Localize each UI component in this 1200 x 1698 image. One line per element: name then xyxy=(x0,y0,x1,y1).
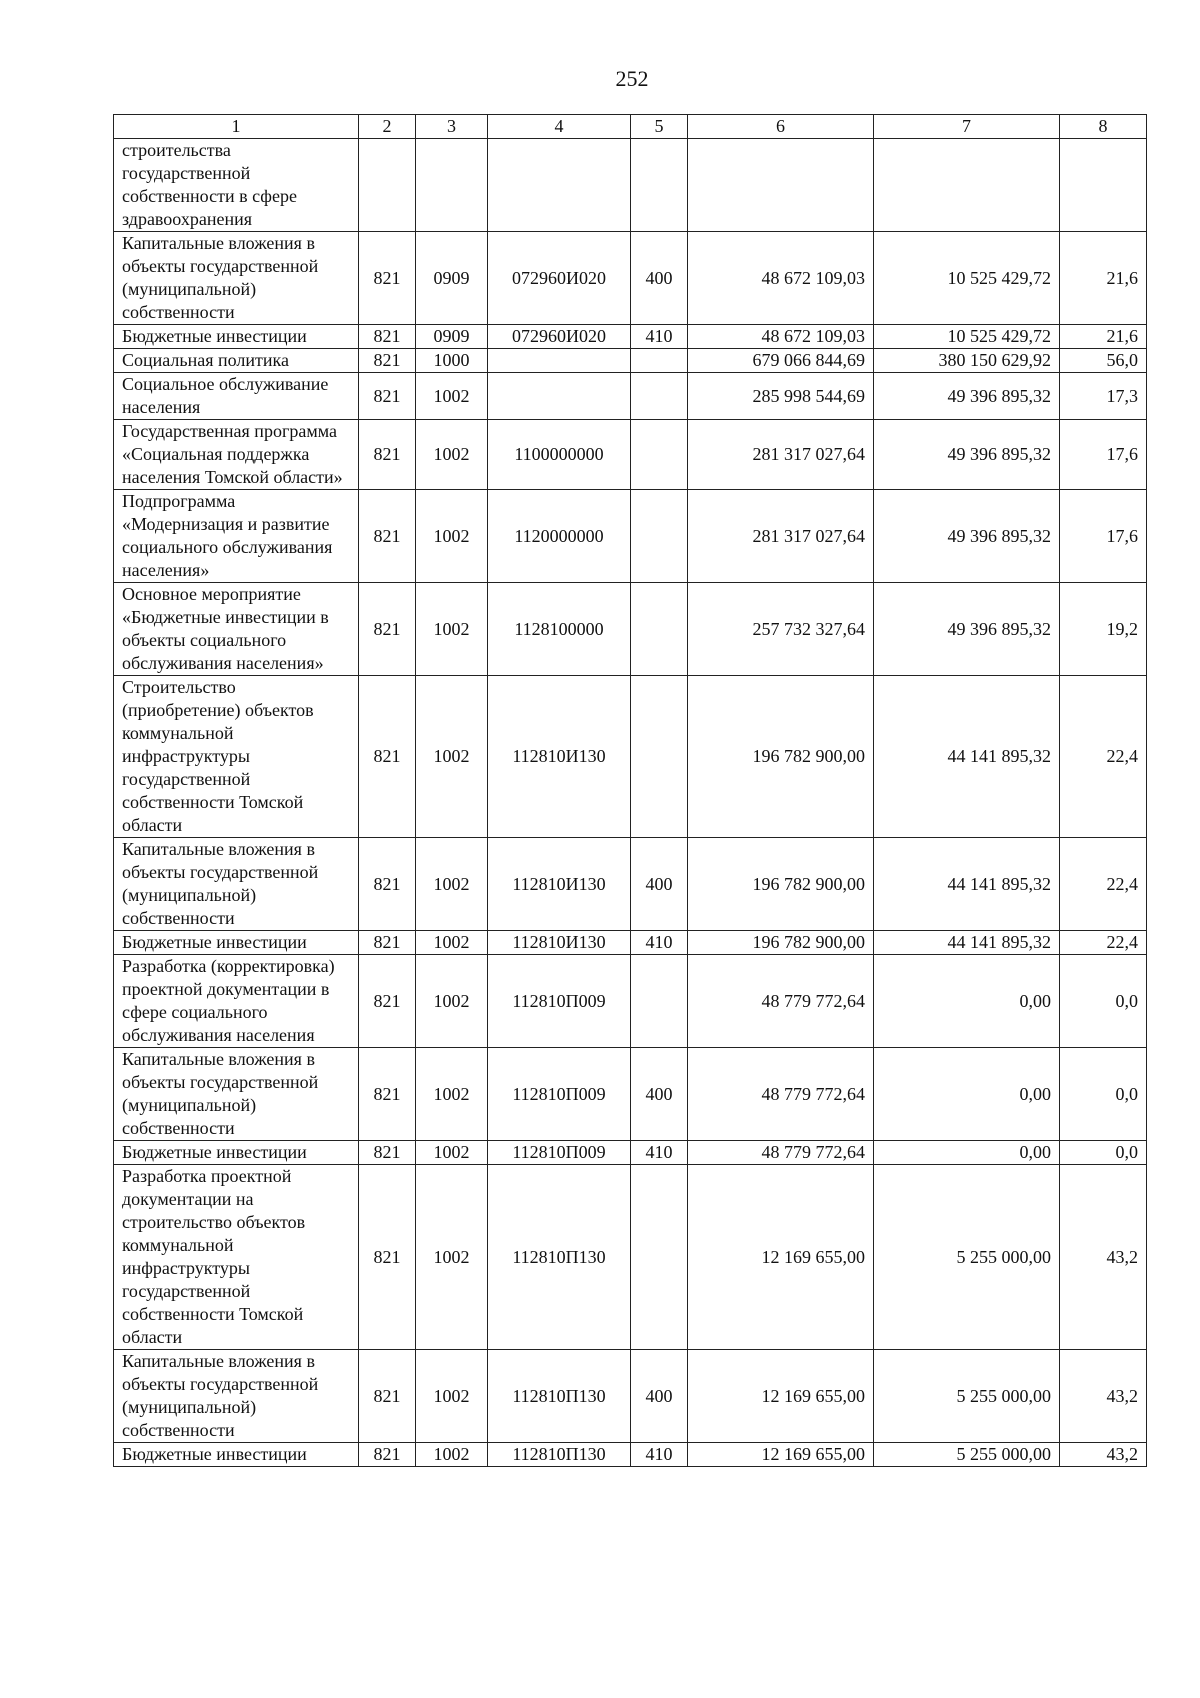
item-name: Бюджетные инвестиции xyxy=(114,325,359,349)
table-row xyxy=(114,955,1147,1048)
item-name: Государственная программа «Социальная поддержка населения Томской области» xyxy=(114,420,359,490)
expense-type-code: 410 xyxy=(631,325,688,349)
planned-amount: 281 317 027,64 xyxy=(688,490,874,583)
section-code: 1002 xyxy=(416,838,488,931)
ministry-code: 821 xyxy=(359,1350,416,1443)
item-name: Подпрограмма «Модернизация и развитие социального обслуживания населения» xyxy=(114,490,359,583)
executed-amount: 10 525 429,72 xyxy=(874,325,1060,349)
execution-percent: 21,6 xyxy=(1060,232,1147,325)
section-code: 1002 xyxy=(416,931,488,955)
execution-percent: 0,0 xyxy=(1060,955,1147,1048)
item-name: Бюджетные инвестиции xyxy=(114,931,359,955)
execution-percent: 22,4 xyxy=(1060,838,1147,931)
planned-amount: 48 779 772,64 xyxy=(688,955,874,1048)
column-header: 7 xyxy=(874,115,1060,139)
table-row xyxy=(114,325,1147,349)
planned-amount: 285 998 544,69 xyxy=(688,373,874,420)
item-name: Капитальные вложения в объекты государственной (муниципальной) собственности xyxy=(114,838,359,931)
table-row xyxy=(114,1141,1147,1165)
executed-amount: 49 396 895,32 xyxy=(874,420,1060,490)
table-row xyxy=(114,838,1147,931)
section-code: 1002 xyxy=(416,1165,488,1350)
column-header: 4 xyxy=(488,115,631,139)
execution-percent: 43,2 xyxy=(1060,1443,1147,1467)
planned-amount: 12 169 655,00 xyxy=(688,1350,874,1443)
table-row xyxy=(114,139,1147,232)
table-row xyxy=(114,349,1147,373)
table-row xyxy=(114,490,1147,583)
table-row xyxy=(114,931,1147,955)
target-item-code: 1100000000 xyxy=(488,420,631,490)
executed-amount: 380 150 629,92 xyxy=(874,349,1060,373)
expense-type-code: 400 xyxy=(631,1048,688,1141)
column-header: 6 xyxy=(688,115,874,139)
column-header: 5 xyxy=(631,115,688,139)
section-code: 1002 xyxy=(416,1048,488,1141)
ministry-code: 821 xyxy=(359,676,416,838)
expense-type-code xyxy=(631,373,688,420)
executed-amount: 0,00 xyxy=(874,1048,1060,1141)
section-code: 1002 xyxy=(416,373,488,420)
ministry-code: 821 xyxy=(359,931,416,955)
ministry-code: 821 xyxy=(359,420,416,490)
ministry-code: 821 xyxy=(359,838,416,931)
ministry-code: 821 xyxy=(359,583,416,676)
target-item-code: 1128100000 xyxy=(488,583,631,676)
executed-amount: 49 396 895,32 xyxy=(874,373,1060,420)
execution-percent: 0,0 xyxy=(1060,1048,1147,1141)
expense-type-code: 400 xyxy=(631,838,688,931)
planned-amount: 48 672 109,03 xyxy=(688,232,874,325)
column-header: 2 xyxy=(359,115,416,139)
ministry-code: 821 xyxy=(359,349,416,373)
executed-amount: 0,00 xyxy=(874,955,1060,1048)
item-name: Социальная политика xyxy=(114,349,359,373)
planned-amount: 281 317 027,64 xyxy=(688,420,874,490)
target-item-code: 112810П009 xyxy=(488,1141,631,1165)
column-header: 1 xyxy=(114,115,359,139)
execution-percent: 56,0 xyxy=(1060,349,1147,373)
execution-percent: 17,6 xyxy=(1060,490,1147,583)
ministry-code: 821 xyxy=(359,325,416,349)
item-name: Капитальные вложения в объекты государственной (муниципальной) собственности xyxy=(114,1048,359,1141)
ministry-code: 821 xyxy=(359,1048,416,1141)
item-name: Разработка проектной документации на строительство объектов коммунальной инфраструктуры государственной собственности Томской области xyxy=(114,1165,359,1350)
item-name: Бюджетные инвестиции xyxy=(114,1443,359,1467)
expense-type-code xyxy=(631,1165,688,1350)
item-name: Социальное обслуживание населения xyxy=(114,373,359,420)
planned-amount: 12 169 655,00 xyxy=(688,1443,874,1467)
executed-amount: 44 141 895,32 xyxy=(874,676,1060,838)
ministry-code xyxy=(359,139,416,232)
table-row xyxy=(114,373,1147,420)
target-item-code: 112810П130 xyxy=(488,1165,631,1350)
ministry-code: 821 xyxy=(359,955,416,1048)
planned-amount: 196 782 900,00 xyxy=(688,931,874,955)
section-code: 1002 xyxy=(416,676,488,838)
planned-amount xyxy=(688,139,874,232)
table-row xyxy=(114,1443,1147,1467)
execution-percent: 0,0 xyxy=(1060,1141,1147,1165)
expense-type-code xyxy=(631,955,688,1048)
item-name: Капитальные вложения в объекты государственной (муниципальной) собственности xyxy=(114,1350,359,1443)
item-name: Бюджетные инвестиции xyxy=(114,1141,359,1165)
ministry-code: 821 xyxy=(359,490,416,583)
section-code: 0909 xyxy=(416,325,488,349)
expense-type-code xyxy=(631,676,688,838)
item-name: Строительство (приобретение) объектов коммунальной инфраструктуры государственной собственности Томской области xyxy=(114,676,359,838)
executed-amount: 10 525 429,72 xyxy=(874,232,1060,325)
executed-amount: 44 141 895,32 xyxy=(874,931,1060,955)
table-row xyxy=(114,676,1147,838)
expense-type-code: 410 xyxy=(631,1141,688,1165)
item-name: Капитальные вложения в объекты государственной (муниципальной) собственности xyxy=(114,232,359,325)
section-code: 1002 xyxy=(416,1141,488,1165)
expense-type-code: 400 xyxy=(631,232,688,325)
expense-type-code: 410 xyxy=(631,931,688,955)
execution-percent: 21,6 xyxy=(1060,325,1147,349)
executed-amount: 49 396 895,32 xyxy=(874,490,1060,583)
section-code: 1002 xyxy=(416,420,488,490)
execution-percent: 22,4 xyxy=(1060,676,1147,838)
page-number: 252 xyxy=(615,66,649,91)
execution-percent: 22,4 xyxy=(1060,931,1147,955)
planned-amount: 48 779 772,64 xyxy=(688,1048,874,1141)
column-header: 8 xyxy=(1060,115,1147,139)
ministry-code: 821 xyxy=(359,1443,416,1467)
expense-type-code xyxy=(631,583,688,676)
target-item-code: 112810И130 xyxy=(488,676,631,838)
section-code xyxy=(416,139,488,232)
ministry-code: 821 xyxy=(359,1165,416,1350)
target-item-code: 072960И020 xyxy=(488,325,631,349)
expense-type-code xyxy=(631,349,688,373)
expense-type-code xyxy=(631,490,688,583)
section-code: 1002 xyxy=(416,1443,488,1467)
section-code: 1002 xyxy=(416,955,488,1048)
executed-amount: 49 396 895,32 xyxy=(874,583,1060,676)
executed-amount: 44 141 895,32 xyxy=(874,838,1060,931)
expense-type-code xyxy=(631,420,688,490)
item-name: Основное мероприятие «Бюджетные инвестиции в объекты социального обслуживания населения» xyxy=(114,583,359,676)
table-row xyxy=(114,1350,1147,1443)
ministry-code: 821 xyxy=(359,232,416,325)
execution-percent: 19,2 xyxy=(1060,583,1147,676)
planned-amount: 679 066 844,69 xyxy=(688,349,874,373)
target-item-code: 112810П009 xyxy=(488,955,631,1048)
section-code: 1002 xyxy=(416,583,488,676)
target-item-code: 112810П130 xyxy=(488,1443,631,1467)
section-code: 1002 xyxy=(416,490,488,583)
item-name: Разработка (корректировка) проектной документации в сфере социального обслуживания населения xyxy=(114,955,359,1048)
execution-percent: 43,2 xyxy=(1060,1350,1147,1443)
table-row xyxy=(114,1048,1147,1141)
executed-amount xyxy=(874,139,1060,232)
table-row xyxy=(114,1165,1147,1350)
section-code: 1002 xyxy=(416,1350,488,1443)
planned-amount: 48 672 109,03 xyxy=(688,325,874,349)
target-item-code: 112810П009 xyxy=(488,1048,631,1141)
expense-type-code: 410 xyxy=(631,1443,688,1467)
execution-percent xyxy=(1060,139,1147,232)
planned-amount: 12 169 655,00 xyxy=(688,1165,874,1350)
table-row xyxy=(114,583,1147,676)
table-row xyxy=(114,420,1147,490)
execution-percent: 17,6 xyxy=(1060,420,1147,490)
target-item-code: 112810И130 xyxy=(488,838,631,931)
section-code: 0909 xyxy=(416,232,488,325)
execution-percent: 43,2 xyxy=(1060,1165,1147,1350)
target-item-code: 072960И020 xyxy=(488,232,631,325)
planned-amount: 48 779 772,64 xyxy=(688,1141,874,1165)
ministry-code: 821 xyxy=(359,373,416,420)
item-name: строительства государственной собственности в сфере здравоохранения xyxy=(114,139,359,232)
column-header: 3 xyxy=(416,115,488,139)
executed-amount: 5 255 000,00 xyxy=(874,1350,1060,1443)
ministry-code: 821 xyxy=(359,1141,416,1165)
expense-type-code xyxy=(631,139,688,232)
target-item-code xyxy=(488,139,631,232)
budget-table xyxy=(113,114,1147,1467)
execution-percent: 17,3 xyxy=(1060,373,1147,420)
target-item-code xyxy=(488,349,631,373)
executed-amount: 5 255 000,00 xyxy=(874,1443,1060,1467)
executed-amount: 0,00 xyxy=(874,1141,1060,1165)
planned-amount: 196 782 900,00 xyxy=(688,838,874,931)
expense-type-code: 400 xyxy=(631,1350,688,1443)
target-item-code: 112810П130 xyxy=(488,1350,631,1443)
planned-amount: 257 732 327,64 xyxy=(688,583,874,676)
executed-amount: 5 255 000,00 xyxy=(874,1165,1060,1350)
header-row xyxy=(114,115,1147,139)
section-code: 1000 xyxy=(416,349,488,373)
table-row xyxy=(114,232,1147,325)
target-item-code: 1120000000 xyxy=(488,490,631,583)
planned-amount: 196 782 900,00 xyxy=(688,676,874,838)
target-item-code xyxy=(488,373,631,420)
target-item-code: 112810И130 xyxy=(488,931,631,955)
